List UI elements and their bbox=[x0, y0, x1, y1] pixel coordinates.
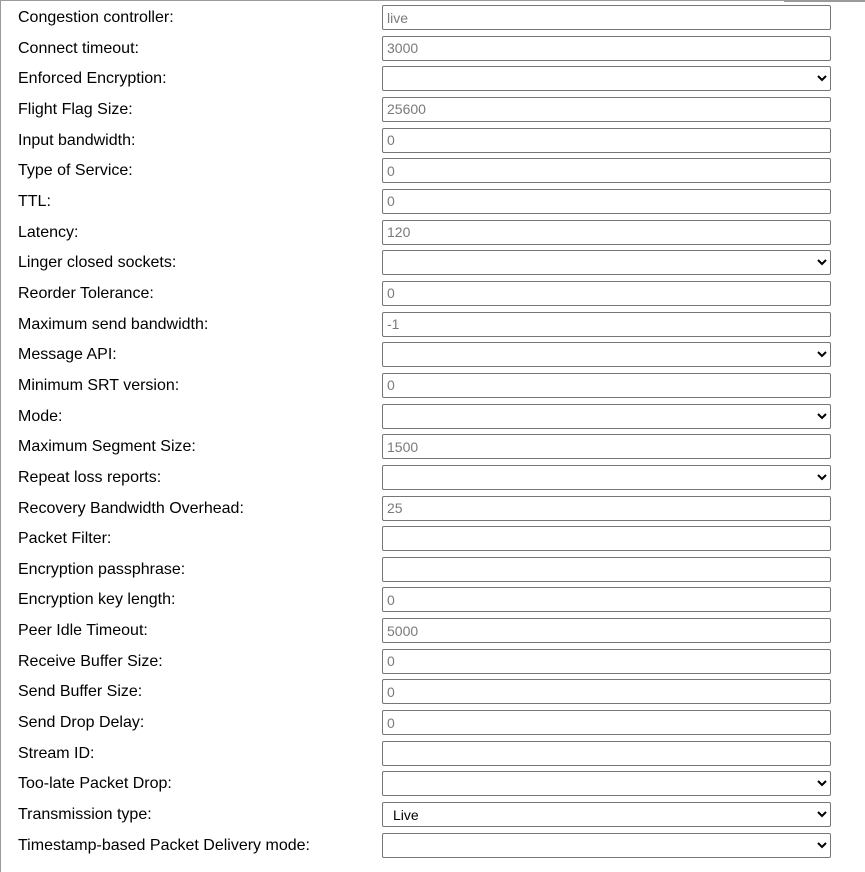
setting-label: TTL: bbox=[18, 192, 51, 210]
setting-row-receive-buffer-size bbox=[0, 647, 865, 678]
setting-label: Packet Filter: bbox=[18, 530, 112, 548]
setting-row-repeat-loss-reports bbox=[0, 463, 865, 494]
repeat-loss-reports-select[interactable] bbox=[382, 465, 831, 490]
window-border-top bbox=[0, 0, 865, 1]
congestion-controller-input[interactable] bbox=[382, 5, 831, 30]
setting-row-input-bandwidth bbox=[0, 126, 865, 157]
setting-label: Type of Service: bbox=[18, 162, 133, 180]
connect-timeout-input[interactable] bbox=[382, 36, 831, 61]
flight-flag-size-input[interactable] bbox=[382, 97, 831, 122]
enforced-encryption-select[interactable] bbox=[382, 66, 831, 91]
srt-settings-form bbox=[0, 3, 865, 861]
setting-row-encryption-passphrase bbox=[0, 555, 865, 586]
setting-label: Enforced Encryption: bbox=[18, 70, 167, 88]
setting-row-congestion-controller bbox=[0, 3, 865, 34]
recovery-bandwidth-overhead-input[interactable] bbox=[382, 496, 831, 521]
maximum-segment-size-input[interactable] bbox=[382, 434, 831, 459]
setting-label: Send Buffer Size: bbox=[18, 683, 143, 701]
setting-row-linger-closed-sockets bbox=[0, 248, 865, 279]
setting-row-peer-idle-timeout bbox=[0, 616, 865, 647]
setting-row-connect-timeout bbox=[0, 34, 865, 65]
setting-row-timestamp-based-packet-delivery-mode bbox=[0, 831, 865, 862]
setting-label: Flight Flag Size: bbox=[18, 100, 133, 118]
setting-row-recovery-bandwidth-overhead bbox=[0, 494, 865, 525]
setting-label: Receive Buffer Size: bbox=[18, 652, 163, 670]
setting-row-too-late-packet-drop bbox=[0, 769, 865, 800]
too-late-packet-drop-select[interactable] bbox=[382, 771, 831, 796]
send-buffer-size-input[interactable] bbox=[382, 679, 831, 704]
setting-label: Recovery Bandwidth Overhead: bbox=[18, 499, 244, 517]
setting-row-encryption-key-length bbox=[0, 585, 865, 616]
mode-select[interactable] bbox=[382, 404, 831, 429]
setting-label: Transmission type: bbox=[18, 806, 152, 824]
reorder-tolerance-input[interactable] bbox=[382, 281, 831, 306]
setting-row-maximum-segment-size bbox=[0, 432, 865, 463]
stream-id-input[interactable] bbox=[382, 741, 831, 766]
peer-idle-timeout-input[interactable] bbox=[382, 618, 831, 643]
timestamp-based-packet-delivery-mode-select[interactable] bbox=[382, 833, 831, 858]
message-api-select[interactable] bbox=[382, 342, 831, 367]
encryption-passphrase-input[interactable] bbox=[382, 557, 831, 582]
setting-row-reorder-tolerance bbox=[0, 279, 865, 310]
setting-row-message-api bbox=[0, 340, 865, 371]
send-drop-delay-input[interactable] bbox=[382, 710, 831, 735]
transmission-type-select[interactable] bbox=[382, 802, 831, 827]
setting-label: Send Drop Delay: bbox=[18, 714, 145, 732]
setting-label: Too-late Packet Drop: bbox=[18, 775, 172, 793]
latency-input[interactable] bbox=[382, 220, 831, 245]
setting-label: Timestamp-based Packet Delivery mode: bbox=[18, 836, 310, 854]
setting-label: Message API: bbox=[18, 346, 117, 364]
setting-row-flight-flag-size bbox=[0, 95, 865, 126]
setting-row-type-of-service bbox=[0, 156, 865, 187]
ttl-input[interactable] bbox=[382, 189, 831, 214]
setting-row-latency bbox=[0, 218, 865, 249]
setting-label: Minimum SRT version: bbox=[18, 376, 180, 394]
setting-row-send-buffer-size bbox=[0, 677, 865, 708]
input-bandwidth-input[interactable] bbox=[382, 128, 831, 153]
linger-closed-sockets-select[interactable] bbox=[382, 250, 831, 275]
setting-row-maximum-send-bandwidth bbox=[0, 310, 865, 341]
setting-row-minimum-srt-version bbox=[0, 371, 865, 402]
setting-row-send-drop-delay bbox=[0, 708, 865, 739]
setting-label: Maximum Segment Size: bbox=[18, 438, 196, 456]
setting-row-mode bbox=[0, 402, 865, 433]
setting-label: Encryption passphrase: bbox=[18, 560, 186, 578]
receive-buffer-size-input[interactable] bbox=[382, 649, 831, 674]
setting-label: Peer Idle Timeout: bbox=[18, 622, 148, 640]
setting-label: Latency: bbox=[18, 223, 79, 241]
maximum-send-bandwidth-input[interactable] bbox=[382, 312, 831, 337]
setting-label: Connect timeout: bbox=[18, 39, 139, 57]
setting-row-packet-filter bbox=[0, 524, 865, 555]
type-of-service-input[interactable] bbox=[382, 158, 831, 183]
setting-label: Stream ID: bbox=[18, 744, 95, 762]
encryption-key-length-input[interactable] bbox=[382, 587, 831, 612]
setting-label: Maximum send bandwidth: bbox=[18, 315, 209, 333]
setting-label: Congestion controller: bbox=[18, 9, 174, 26]
setting-label: Input bandwidth: bbox=[18, 131, 136, 149]
setting-row-ttl bbox=[0, 187, 865, 218]
packet-filter-input[interactable] bbox=[382, 526, 831, 551]
setting-row-stream-id bbox=[0, 739, 865, 770]
window-border-tab bbox=[784, 1, 865, 2]
setting-label: Mode: bbox=[18, 407, 63, 425]
setting-label: Encryption key length: bbox=[18, 591, 176, 609]
minimum-srt-version-input[interactable] bbox=[382, 373, 831, 398]
setting-row-transmission-type bbox=[0, 800, 865, 831]
setting-label: Linger closed sockets: bbox=[18, 254, 177, 272]
setting-row-enforced-encryption bbox=[0, 64, 865, 95]
setting-label: Reorder Tolerance: bbox=[18, 284, 154, 302]
setting-label: Repeat loss reports: bbox=[18, 468, 162, 486]
